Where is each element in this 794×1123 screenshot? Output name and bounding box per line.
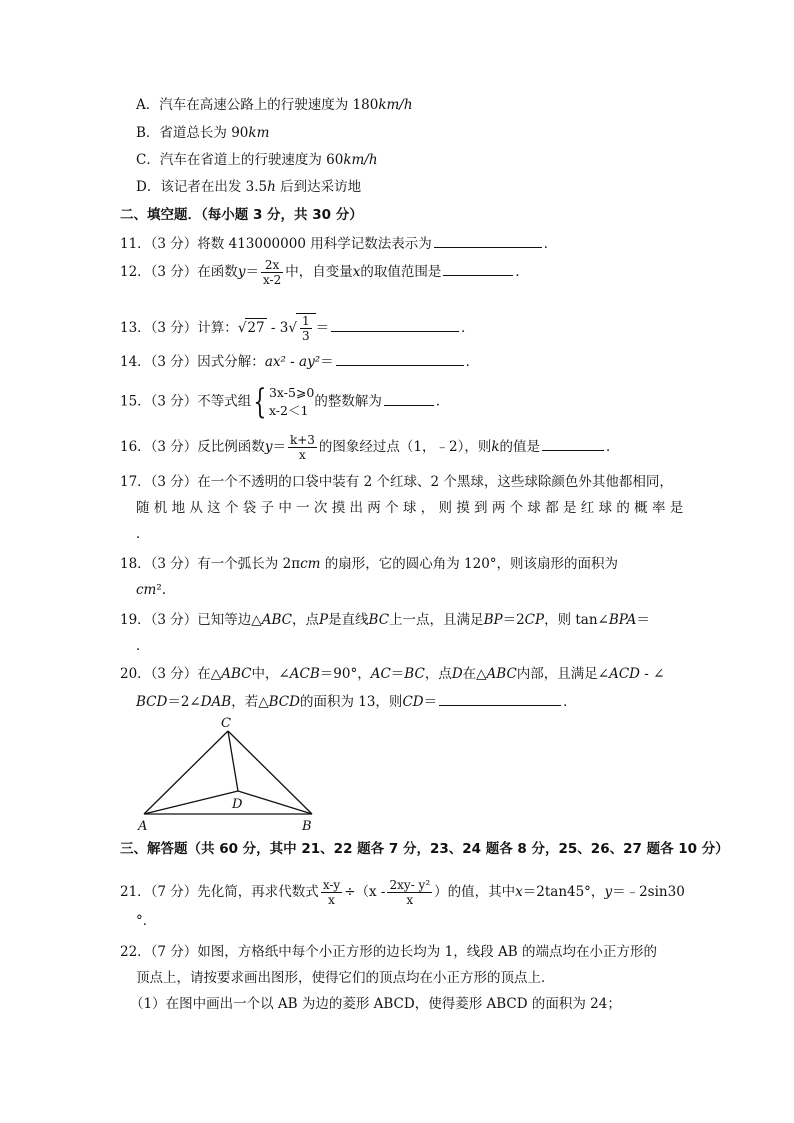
label-d: D — [232, 797, 243, 812]
answer-blank — [434, 233, 542, 248]
answer-blank — [331, 317, 459, 332]
question-19: 19．（3 分）已知等边△ABC，点P是直线BC上一点，且满足BP＝2CP，则 tan∠BPA＝ — [120, 612, 650, 628]
question-13: 13．（3 分）计算：√27 - 3√ $\frac{1}{3}$ ＝ ． — [120, 314, 475, 343]
question-22-part-1: （1）在图中画出一个以 AB 为边的菱形 ABCD，使得菱形 ABCD 的面积为 24； — [130, 996, 621, 1012]
question-21-line-2: °． — [136, 913, 157, 929]
fraction: $\frac{2x}{x-2}$ — [262, 258, 282, 287]
triangle-figure — [130, 712, 330, 834]
answer-blank — [384, 391, 434, 406]
answer-blank — [439, 691, 561, 706]
question-17-line-3: ． — [136, 526, 150, 542]
label-a: A — [138, 819, 148, 834]
option-c: C．汽车在省道上的行驶速度为 60km/h — [136, 152, 378, 168]
question-11: 11．（3 分）将数 413000000 用科学记数法表示为 ． — [120, 233, 557, 253]
label-b: B — [302, 819, 312, 834]
label-c: C — [221, 716, 231, 731]
answer-blank — [336, 351, 464, 366]
question-18-line-1: 18．（3 分）有一个弧长为 2πcm 的扇形，它的圆心角为 120°，则该扇形的面积为 — [120, 556, 619, 572]
question-20-line-2: BCD＝2∠DAB，若△BCD的面积为 13，则CD＝ ． — [136, 691, 577, 711]
inequality-system: 3x-5⩾0 x-2＜1 — [268, 385, 315, 418]
question-17-line-2: 随 机 地 从 这 个 袋 子 中 一 次 摸 出 两 个 球 ， 则 摸 到 两 个 球 都 是 红 球 的 概 率 是 — [136, 500, 684, 516]
section-2-heading: 二、填空题．（每小题 3 分，共 30 分） — [120, 207, 363, 223]
question-18-line-2: cm². — [136, 582, 167, 598]
question-16: 16．（3 分）反比例函数y＝ $\frac{k+3}{x}$ 的图象经过点（1，﹣2），则k的值是 ． — [120, 433, 620, 462]
question-21: 21．（7 分）先化简，再求代数式 $\frac{x-y}{x}$ ÷（x - $\frac{\text{2xy- y²}}{x}$ ）的值，其中x＝2tan45°，y＝﹣2sin30 — [120, 878, 685, 907]
option-d: D．该记者在出发 3.5h 后到达采访地 — [136, 179, 362, 195]
section-3-heading: 三、解答题（共 60 分，其中 21、22 题各 7 分，23、24 题各 8 分，25、26、27 题各 10 分） — [120, 841, 729, 857]
question-12: 12．（3 分）在函数y＝ $\frac{2x}{x-2}$ 中，自变量x的取值范围是 ． — [120, 258, 529, 287]
question-20-line-1: 20．（3 分）在△ABC中，∠ACB＝90°，AC＝BC，点D在△ABC内部，且满足∠ACD - ∠ — [120, 666, 665, 682]
question-22-line-1: 22．（7 分）如图，方格纸中每个小正方形的边长均为 1，线段 AB 的端点均在小正方形的 — [120, 944, 657, 960]
question-14: 14．（3 分）因式分解：ax² - ay²＝ ． — [120, 351, 479, 371]
question-17-line-1: 17．（3 分）在一个不透明的口袋中装有 2 个红球、2 个黑球，这些球除颜色外其他都相同， — [120, 474, 673, 490]
answer-blank — [542, 436, 604, 451]
edge-ad — [144, 791, 238, 814]
answer-blank — [443, 261, 513, 276]
question-15: 15．（3 分）不等式组{ 3x-5⩾0 x-2＜1 的整数解为 ． — [120, 382, 450, 422]
option-b: B．省道总长为 90km — [136, 125, 270, 141]
edge-ac — [144, 731, 228, 814]
question-19-line-2: ． — [136, 638, 150, 654]
question-22-line-2: 顶点上，请按要求画出图形，使得它们的顶点均在小正方形的顶点上． — [136, 970, 555, 986]
option-a: A．汽车在高速公路上的行驶速度为 180km/h — [136, 97, 413, 113]
